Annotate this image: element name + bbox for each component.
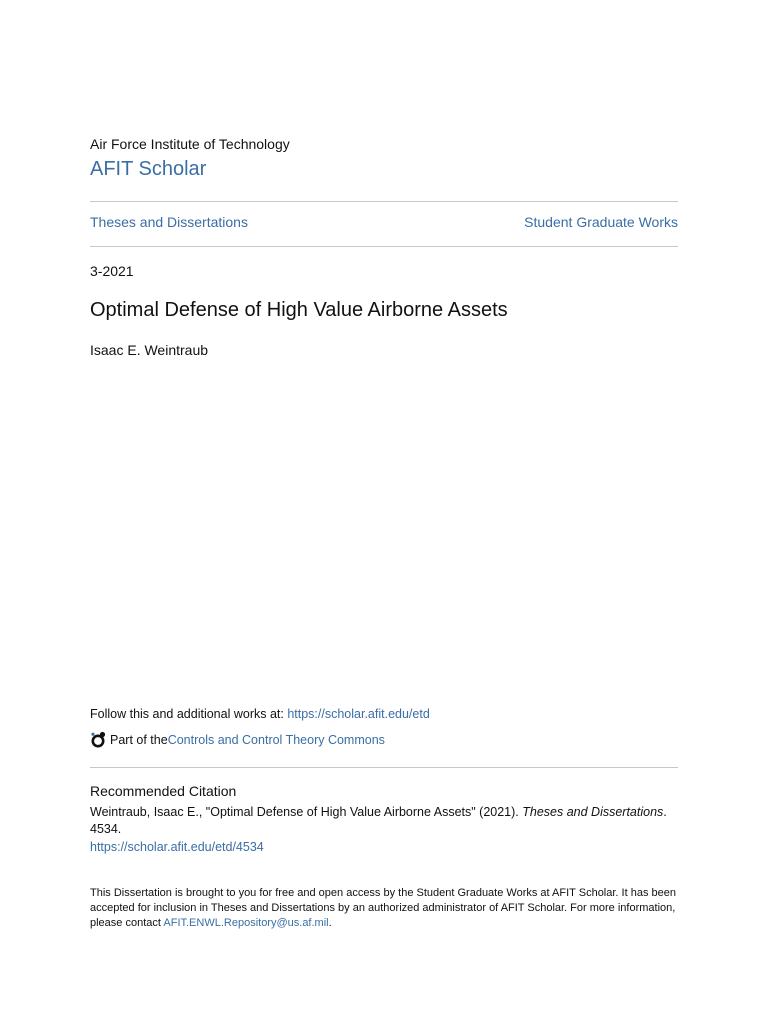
repository-link[interactable]: AFIT Scholar <box>90 158 207 180</box>
divider-nav <box>90 246 678 247</box>
follow-label: Follow this and additional works at: <box>90 707 288 721</box>
citation-text: Weintraub, Isaac E., "Optimal Defense of High Value Airborne Assets" (2021). <box>90 805 523 819</box>
citation-url-link[interactable]: https://scholar.afit.edu/etd/4534 <box>90 840 264 854</box>
citation-journal: Theses and Dissertations <box>522 805 664 819</box>
etd-url-link[interactable]: https://scholar.afit.edu/etd <box>287 707 430 721</box>
recommended-citation-heading: Recommended Citation <box>90 783 237 799</box>
notice-end: . <box>328 917 332 929</box>
follow-line <box>90 707 430 721</box>
citation-tail: . 4534. <box>90 805 667 836</box>
author-name: Isaac E. Weintraub <box>90 342 209 358</box>
access-notice <box>90 886 678 931</box>
citation-block <box>90 804 678 856</box>
part-of-line <box>90 731 385 748</box>
publication-date: 3-2021 <box>90 263 134 279</box>
part-of-label: Part of the <box>110 732 168 747</box>
divider-citation <box>90 767 678 768</box>
notice-text: This Dissertation is brought to you for free and open access by the Student Graduate Works at AFIT Scholar. It has been accepted for inclusion in Theses and Dissertations by an authorized administrator of AFIT Scholar. For more information, please contact <box>90 887 676 929</box>
cover-page <box>90 0 678 1024</box>
theses-dissertations-link[interactable]: Theses and Dissertations <box>90 214 248 230</box>
institution-name: Air Force Institute of Technology <box>90 136 290 152</box>
commons-network-icon <box>90 731 107 748</box>
repository-email-link[interactable]: AFIT.ENWL.Repository@us.af.mil <box>163 917 329 929</box>
controls-theory-commons-link[interactable]: Controls and Control Theory Commons <box>167 732 385 747</box>
divider-top <box>90 201 678 202</box>
document-title: Optimal Defense of High Value Airborne Assets <box>90 299 508 321</box>
student-graduate-works-link[interactable]: Student Graduate Works <box>524 214 678 230</box>
